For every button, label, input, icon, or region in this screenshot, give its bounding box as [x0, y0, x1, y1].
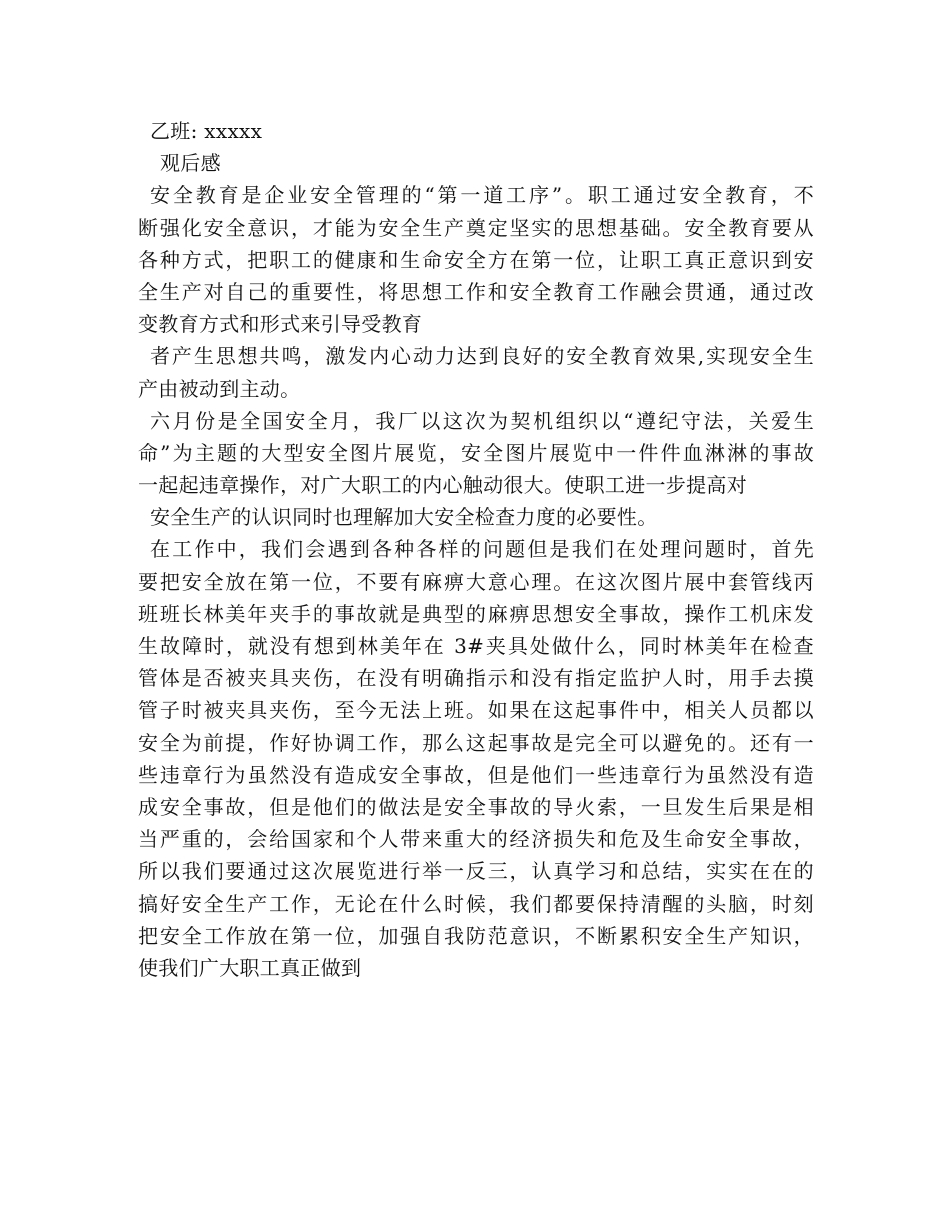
- text-line: 六月份是全国安全月，我厂以这次为契机组织以“遵纪守法，关爱生: [150, 408, 814, 433]
- document-heading: 观后感: [160, 151, 221, 176]
- text-line: 安全为前提，作好协调工作，那么这起事故是完全可以避免的。还有一: [138, 730, 814, 755]
- text-line: 断强化安全意识，才能为安全生产奠定坚实的思想基础。安全教育要从: [138, 215, 814, 240]
- text-line: 管子时被夹具夹伤，至今无法上班。如果在这起事件中，相关人员都以: [138, 698, 814, 723]
- text-line: 所以我们要通过这次展览进行举一反三，认真学习和总结，实实在在的: [138, 859, 814, 884]
- text-line: 安全教育是企业安全管理的“第一道工序”。职工通过安全教育，不: [150, 183, 814, 208]
- text-line: 些违章行为虽然没有造成安全事故，但是他们一些违章行为虽然没有造: [138, 762, 814, 787]
- class-line: 乙班: xxxxx: [150, 119, 263, 143]
- text-line: 当严重的，会给国家和个人带来重大的经济损失和危及生命安全事故，: [138, 827, 814, 852]
- text-line: 要把安全放在第一位，不要有麻痹大意心理。在这次图片展中套管线丙: [138, 569, 814, 594]
- text-line: 者产生思想共鸣，激发内心动力达到良好的安全教育效果,实现安全生: [150, 344, 814, 369]
- text-line: 生故障时，就没有想到林美年在 3#夹具处做什么，同时林美年在检查: [138, 634, 814, 658]
- text-line: 在工作中，我们会遇到各种各样的问题但是我们在处理问题时，首先: [150, 537, 814, 562]
- text-line: 班班长林美年夹手的事故就是典型的麻痹思想安全事故，操作工机床发: [138, 601, 814, 626]
- text-line: 使我们广大职工真正做到: [138, 955, 362, 980]
- text-line: 变教育方式和形式来引导受教育: [138, 312, 423, 337]
- text-line: 各种方式，把职工的健康和生命安全方在第一位，让职工真正意识到安: [138, 247, 814, 272]
- text-line: 安全生产的认识同时也理解加大安全检查力度的必要性。: [150, 505, 658, 530]
- text-line: 全生产对自己的重要性，将思想工作和安全教育工作融会贯通，通过改: [138, 279, 814, 304]
- text-line: 命”为主题的大型安全图片展览，安全图片展览中一件件血淋淋的事故: [138, 440, 814, 465]
- text-line: 一起起违章操作，对广大职工的内心触动很大。使职工进一步提高对: [138, 473, 747, 498]
- text-line: 搞好安全生产工作，无论在什么时候，我们都要保持清醒的头脑，时刻: [138, 891, 814, 916]
- text-line: 成安全事故，但是他们的做法是安全事故的导火索，一旦发生后果是相: [138, 794, 814, 819]
- text-line: 把安全工作放在第一位，加强自我防范意识，不断累积安全生产知识，: [138, 923, 814, 948]
- text-line: 管体是否被夹具夹伤，在没有明确指示和没有指定监护人时，用手去摸: [138, 666, 814, 691]
- text-line: 产由被动到主动。: [138, 376, 301, 401]
- document-body: [138, 115, 814, 984]
